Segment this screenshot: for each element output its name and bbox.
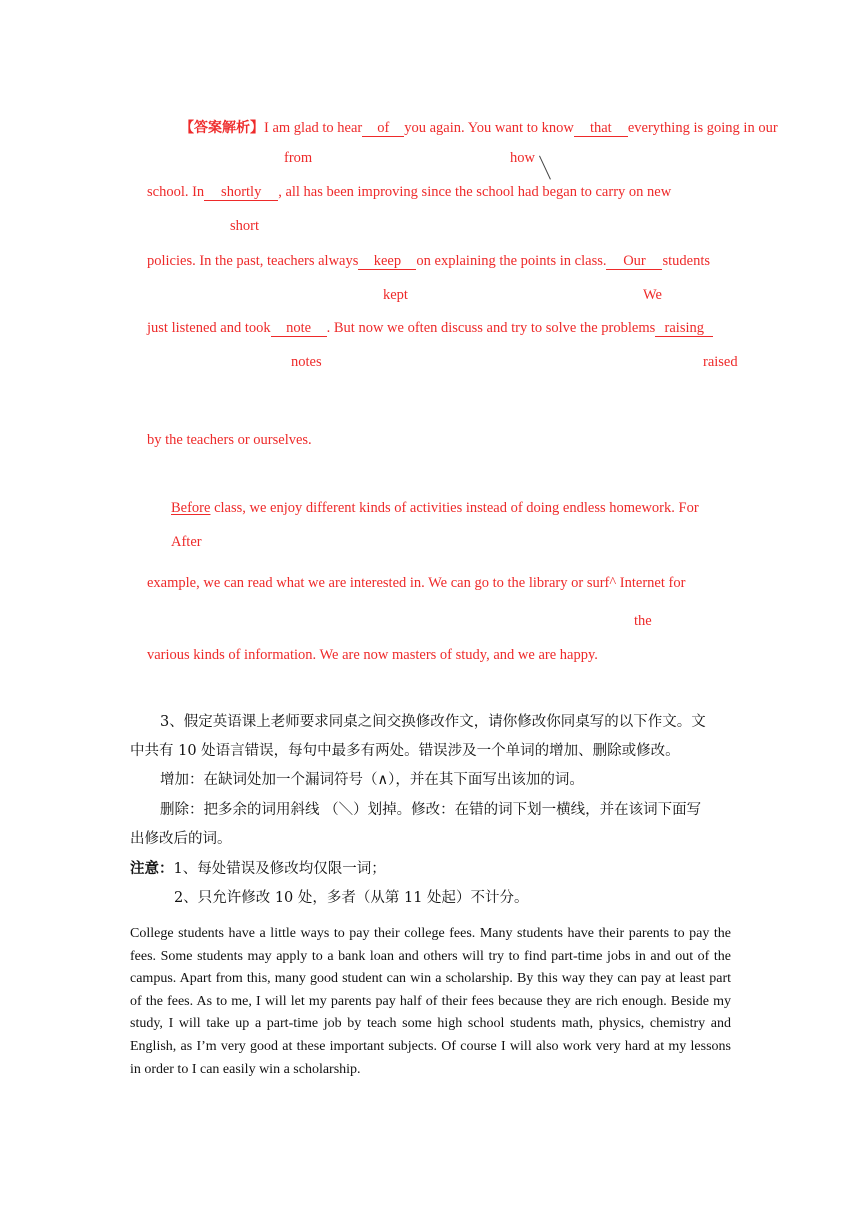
correction-word: short (230, 218, 259, 234)
question-line: 出修改后的词。 (130, 831, 232, 847)
correction-word: We (643, 287, 662, 303)
question-line: 增加：在缺词处加一个漏词符号（∧），并在其下面写出该加的词。 (160, 772, 584, 788)
note-label: 注意： (130, 861, 174, 877)
question-line: 3、假定英语课上老师要求同桌之间交换修改作文，请你修改你同桌写的以下作文。文 (160, 714, 706, 730)
correction-word: how (510, 150, 535, 166)
answer-text: . But now we often discuss and try to solve the problems (326, 320, 656, 336)
correction-word: the (634, 613, 652, 629)
essay-text: College students have a little ways to pay their college fees. Many students have their parents to pay the fees. Some students may apply to a bank loan and others will try to find part-time jobs in and out of the campus. Apart from this, many good student can win a scholarship. By this way they can pay at least part of the fees. As to me, I will let my parents pay half of their fees because they are rich enough. Beside my study, I will take up a part-time job by teach some high school students math, physics, chemistry and English, as I’m very good at these important subjects. Of course I will also work very hard at my lessons in order to I can easily win a scholarship. (130, 926, 731, 1077)
deletion-slash (539, 156, 551, 180)
answer-line-5: by the teachers or ourselves. (147, 432, 312, 448)
answer-text: students (662, 253, 711, 269)
correction-word: from (284, 150, 313, 166)
answer-text: just listened and took (147, 320, 271, 336)
answer-text: I am glad to hear (264, 120, 363, 136)
note-item: 1、每处错误及修改均仅限一词； (173, 861, 386, 877)
answer-line-3 (147, 253, 710, 270)
answer-gap: keep (358, 254, 416, 270)
answer-line-7: example, we can read what we are interested in. We can go to the library or surf^ Internet for (147, 575, 686, 591)
correction-word: raised (703, 354, 738, 370)
essay-passage (130, 923, 731, 1081)
answer-tag: 【答案解析】 (180, 120, 264, 136)
answer-line-2 (147, 184, 671, 201)
note-item: 2、只允许修改 10 处，多者（从第 11 处起）不计分。 (174, 890, 529, 906)
correction-word: notes (291, 354, 322, 370)
question-line: 中共有 10 处语言错误，每句中最多有两处。错误涉及一个单词的增加、删除或修改。 (130, 743, 680, 759)
correction-word: kept (383, 287, 408, 303)
answer-gap: raising (655, 321, 713, 337)
answer-text: , all has been improving since the school had began to carry on new (278, 184, 672, 200)
answer-line-8: various kinds of information. We are now masters of study, and we are happy. (147, 647, 598, 663)
correction-word: After (171, 534, 202, 550)
answer-text: policies. In the past, teachers always (147, 253, 359, 269)
answer-text: you again. You want to know (404, 120, 574, 136)
answer-gap: shortly (204, 185, 278, 201)
underlined-word: Before (171, 500, 211, 516)
answer-text: on explaining the points in class. (416, 253, 607, 269)
answer-text: school. In (147, 184, 205, 200)
answer-line-6 (171, 500, 699, 517)
answer-text: class, we enjoy different kinds of activities instead of doing endless homework. For (210, 500, 699, 516)
note-line (130, 862, 386, 877)
answer-gap: Our (606, 254, 662, 270)
answer-text: everything is going in our (627, 120, 778, 136)
answer-line-4 (147, 320, 713, 337)
answer-gap: that (574, 121, 628, 137)
answer-gap: note (271, 321, 327, 337)
answer-gap: of (362, 121, 404, 137)
question-line: 删除：把多余的词用斜线 （＼）划掉。修改：在错的词下划一横线，并在该词下面写 (160, 802, 702, 818)
answer-line-1 (180, 117, 778, 137)
